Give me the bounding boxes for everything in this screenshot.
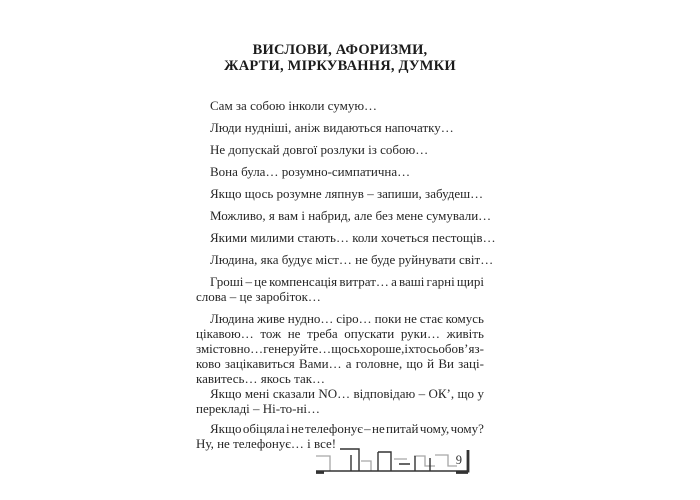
word: ОК’,	[428, 386, 455, 401]
word: –	[364, 421, 371, 436]
text-line: Не допускай довгої розлуки із собою…	[210, 142, 429, 157]
paragraph	[196, 252, 494, 267]
text-line: слова – це заробіток…	[196, 289, 321, 304]
word: цікавою…	[196, 326, 254, 341]
word: не	[290, 421, 304, 436]
word: ваші	[399, 274, 425, 289]
word: NO…	[318, 386, 351, 401]
word: не	[287, 326, 301, 341]
word: комусь	[445, 311, 484, 326]
text-line	[196, 341, 484, 356]
word: Ви	[438, 356, 454, 371]
text-line	[196, 386, 484, 401]
text-line	[196, 326, 484, 341]
word: відповідаю	[353, 386, 416, 401]
text-line: Якщо щось розумне ляпнув – запиши, забудеш…	[210, 186, 484, 201]
word: поки	[374, 311, 402, 326]
word: опускати	[344, 326, 395, 341]
text-line: перекладі – Ні-то-ні…	[196, 401, 321, 416]
word: щось	[331, 341, 360, 356]
text-line	[196, 274, 484, 289]
paragraph	[196, 230, 496, 245]
word: що	[406, 356, 423, 371]
word: гарні	[426, 274, 455, 289]
word: ково	[196, 356, 221, 371]
word: й	[427, 356, 435, 371]
word: і	[286, 421, 290, 436]
title-line-2: ЖАРТИ, МІРКУВАННЯ, ДУМКИ	[224, 57, 456, 74]
text-line: Вона була… розумно-симпатична…	[210, 164, 411, 179]
paragraph	[196, 274, 484, 304]
word: телефонує	[305, 421, 363, 436]
page-title	[196, 43, 484, 74]
ornament-corner-bracket	[316, 450, 468, 473]
paragraph	[196, 186, 484, 201]
word: щирі	[456, 274, 484, 289]
word: Якщо	[210, 386, 242, 401]
title-line-1: ВИСЛОВИ, АФОРИЗМИ,	[252, 42, 428, 58]
word: заці-	[458, 356, 484, 371]
text-line: Людина, яка будує міст… не буде руйнувати світ…	[210, 252, 494, 267]
aphorisms-text-block	[196, 98, 496, 451]
word: Людина	[210, 311, 255, 326]
word: Якщо	[210, 421, 242, 436]
page-number: 9	[455, 453, 462, 467]
word: головне,	[355, 356, 403, 371]
paragraph	[196, 386, 484, 416]
word: живе	[257, 311, 285, 326]
text-line: Ну, не телефонує… і все!	[196, 436, 337, 451]
word: це	[254, 274, 267, 289]
text-line	[196, 421, 484, 436]
paragraph	[196, 120, 484, 135]
word: Вами…	[298, 356, 342, 371]
word: не	[371, 421, 385, 436]
word: а	[391, 274, 397, 289]
paragraph	[196, 208, 492, 223]
word: руки…	[400, 326, 440, 341]
text-line	[196, 311, 484, 326]
word: питай	[386, 421, 419, 436]
word: генеруйте…	[263, 341, 332, 356]
word: зацікавиться	[224, 356, 295, 371]
word: –	[245, 274, 252, 289]
word: тож	[260, 326, 282, 341]
word: треба	[307, 326, 338, 341]
word: живіть	[446, 326, 484, 341]
text-line: Сам за собою інколи сумую…	[210, 98, 378, 113]
paragraph	[196, 98, 484, 113]
ornament-dark-strokes	[316, 449, 468, 471]
text-line: Якими милими стають… коли хочеться пестощів…	[210, 230, 496, 245]
word: нудно…	[287, 311, 334, 326]
text-line: кавитесь… якось так…	[196, 371, 326, 386]
word: чому?	[450, 421, 484, 436]
word: Гроші	[210, 274, 244, 289]
word: і	[404, 341, 409, 356]
word: хороше,	[359, 341, 405, 356]
word: а	[345, 356, 352, 371]
word: хтось	[408, 341, 439, 356]
text-line: Люди нудніші, аніж видаються напочатку…	[210, 120, 454, 135]
word: мені	[244, 386, 270, 401]
ornament-light-strokes	[316, 455, 457, 471]
skyline-ornament-icon	[314, 446, 470, 480]
word: обіцяла	[242, 421, 285, 436]
word: що	[457, 386, 475, 401]
word: стає	[419, 311, 443, 326]
word: сказали	[272, 386, 315, 401]
word: –	[418, 386, 426, 401]
word: не	[404, 311, 417, 326]
paragraph	[196, 311, 484, 386]
paragraph	[196, 164, 484, 179]
word: компенсація	[269, 274, 338, 289]
text-line: Можливо, я вам і набрид, але без мене сумували…	[210, 208, 492, 223]
word: витрат…	[339, 274, 389, 289]
word: змістовно…	[196, 341, 264, 356]
paragraph	[196, 142, 484, 157]
word: сіро…	[336, 311, 372, 326]
word: чому,	[419, 421, 450, 436]
word: у	[477, 386, 484, 401]
page-footer	[314, 446, 470, 480]
word: обов’яз-	[438, 341, 484, 356]
text-line	[196, 356, 484, 371]
